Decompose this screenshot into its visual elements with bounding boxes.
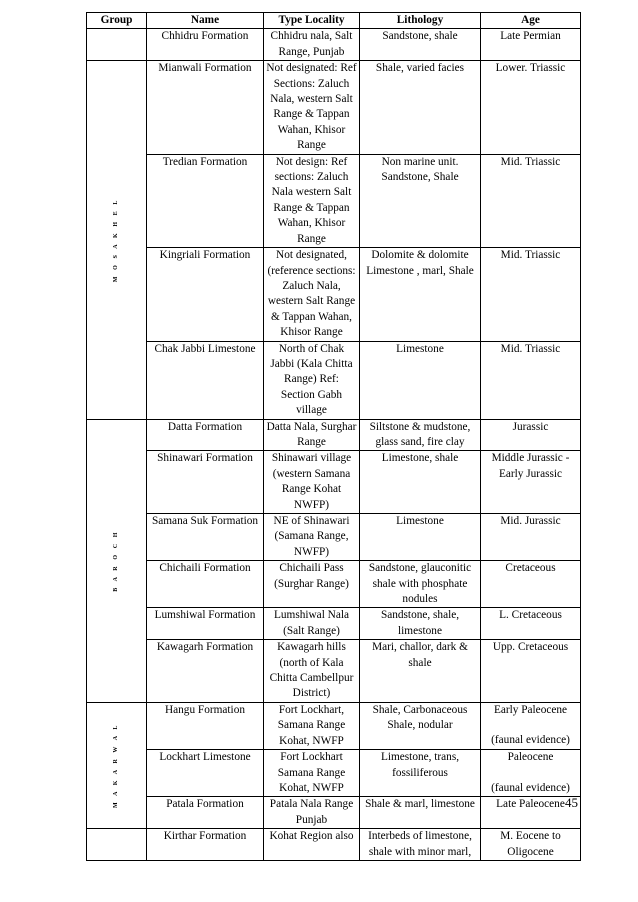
table-row [87, 608, 581, 640]
age-note: (faunal evidence) [491, 734, 570, 747]
cell-locality: Kohat Region also [264, 829, 360, 861]
cell-lithology: Mari, challor, dark & shale [360, 640, 481, 703]
table-row [87, 341, 581, 419]
age-main: Paleocene [507, 751, 554, 764]
cell-name: Chhidru Formation [147, 29, 264, 61]
cell-name: Tredian Formation [147, 154, 264, 247]
cell-age: L. Cretaceous [481, 608, 581, 640]
table-row [87, 419, 581, 451]
cell-age: Upp. Cretaceous [481, 640, 581, 703]
table-row [87, 514, 581, 561]
table-row [87, 29, 581, 61]
age-note: (faunal evidence) [491, 781, 570, 794]
cell-name: Samana Suk Formation [147, 514, 264, 561]
cell-lithology: Siltstone & mudstone, glass sand, fire clay [360, 419, 481, 451]
cell-name: Mianwali Formation [147, 61, 264, 154]
table-row [87, 248, 581, 341]
cell-lithology: Interbeds of limestone, shale with minor marl, [360, 829, 481, 861]
age-spacer [483, 718, 578, 733]
group-makarwal [87, 702, 147, 828]
cell-locality: Chichaili Pass (Surghar Range) [264, 561, 360, 608]
cell-locality: Shinawari village (western Samana Range Kohat NWFP) [264, 451, 360, 514]
cell-locality: NE of Shinawari (Samana Range, NWFP) [264, 514, 360, 561]
cell-name: Shinawari Formation [147, 451, 264, 514]
cell-name: Kingriali Formation [147, 248, 264, 341]
cell-name: Lumshiwal Formation [147, 608, 264, 640]
cell-lithology: Shale, Carbonaceous Shale, nodular [360, 702, 481, 749]
cell-lithology: Limestone [360, 514, 481, 561]
header-row [87, 13, 581, 29]
age-main: Early Paleocene [493, 703, 568, 716]
cell-age: Middle Jurassic - Early Jurassic [481, 451, 581, 514]
table-row [87, 61, 581, 154]
header-age: Age [481, 13, 581, 29]
cell-locality: Patala Nala Range Punjab [264, 797, 360, 829]
cell-lithology: Sandstone, shale, limestone [360, 608, 481, 640]
table-row [87, 702, 581, 749]
cell-age: Cretaceous [481, 561, 581, 608]
table-row [87, 451, 581, 514]
cell-age: Jurassic [481, 419, 581, 451]
group-cell-empty [87, 829, 147, 861]
cell-age: M. Eocene to Oligocene [481, 829, 581, 861]
table-row [87, 829, 581, 861]
cell-age: Lower. Triassic [481, 61, 581, 154]
cell-lithology: Shale & marl, limestone [360, 797, 481, 829]
cell-name: Patala Formation [147, 797, 264, 829]
cell-locality: Fort Lockhart Samana Range Kohat, NWFP [264, 750, 360, 797]
cell-name: Chichaili Formation [147, 561, 264, 608]
cell-name: Kawagarh Formation [147, 640, 264, 703]
cell-age: Mid. Triassic [481, 154, 581, 247]
cell-locality: Datta Nala, Surghar Range [264, 419, 360, 451]
header-name: Name [147, 13, 264, 29]
table-row [87, 797, 581, 829]
cell-age [481, 750, 581, 797]
cell-name: Datta Formation [147, 419, 264, 451]
cell-name: Chak Jabbi Limestone [147, 341, 264, 419]
cell-age: Late Permian [481, 29, 581, 61]
cell-locality: Not designated: Ref Sections: Zaluch Nala, western Salt Range & Tappan Wahan, Khisor Range [264, 61, 360, 154]
cell-locality: Kawagarh hills (north of Kala Chitta Cambellpur District) [264, 640, 360, 703]
cell-age: Mid. Triassic [481, 341, 581, 419]
age-spacer [483, 766, 578, 781]
cell-age: Mid. Jurassic [481, 514, 581, 561]
stratigraphy-table [86, 12, 581, 861]
cell-lithology: Shale, varied facies [360, 61, 481, 154]
cell-age: Late Paleocene [481, 797, 581, 829]
header-type-locality: Type Locality [264, 13, 360, 29]
group-cell-empty [87, 29, 147, 61]
table-row [87, 154, 581, 247]
cell-lithology: Dolomite & dolomite Limestone , marl, Shale [360, 248, 481, 341]
cell-lithology: Limestone, trans, fossiliferous [360, 750, 481, 797]
cell-locality: Not design: Ref sections: Zaluch Nala western Salt Range & Tappan Wahan, Khisor Range [264, 154, 360, 247]
cell-lithology: Sandstone, glauconitic shale with phosphate nodules [360, 561, 481, 608]
cell-lithology: Limestone, shale [360, 451, 481, 514]
group-label-baroch: B A R O C H [112, 529, 119, 592]
header-lithology: Lithology [360, 13, 481, 29]
table-row [87, 561, 581, 608]
group-mosakhel [87, 61, 147, 419]
cell-locality: Chhidru nala, Salt Range, Punjab [264, 29, 360, 61]
cell-locality: North of Chak Jabbi (Kala Chitta Range) Ref: Section Gabh village [264, 341, 360, 419]
table-row [87, 640, 581, 703]
group-label-makarwal: M A K A R W A L [112, 723, 119, 808]
cell-age [481, 702, 581, 749]
cell-lithology: Non marine unit. Sandstone, Shale [360, 154, 481, 247]
cell-locality: Lumshiwal Nala (Salt Range) [264, 608, 360, 640]
cell-name: Kirthar Formation [147, 829, 264, 861]
cell-age: Mid. Triassic [481, 248, 581, 341]
table-row [87, 750, 581, 797]
cell-lithology: Limestone [360, 341, 481, 419]
cell-locality: Not designated, (reference sections: Zaluch Nala, western Salt Range & Tappan Wahan, Khisor Range [264, 248, 360, 341]
cell-lithology: Sandstone, shale [360, 29, 481, 61]
page-number: 45 [565, 795, 578, 810]
header-group: Group [87, 13, 147, 29]
group-baroch [87, 419, 147, 702]
cell-locality: Fort Lockhart, Samana Range Kohat, NWFP [264, 702, 360, 749]
cell-name: Lockhart Limestone [147, 750, 264, 797]
group-label-mosakhel: M O S A K H E L [112, 197, 119, 282]
cell-name: Hangu Formation [147, 702, 264, 749]
